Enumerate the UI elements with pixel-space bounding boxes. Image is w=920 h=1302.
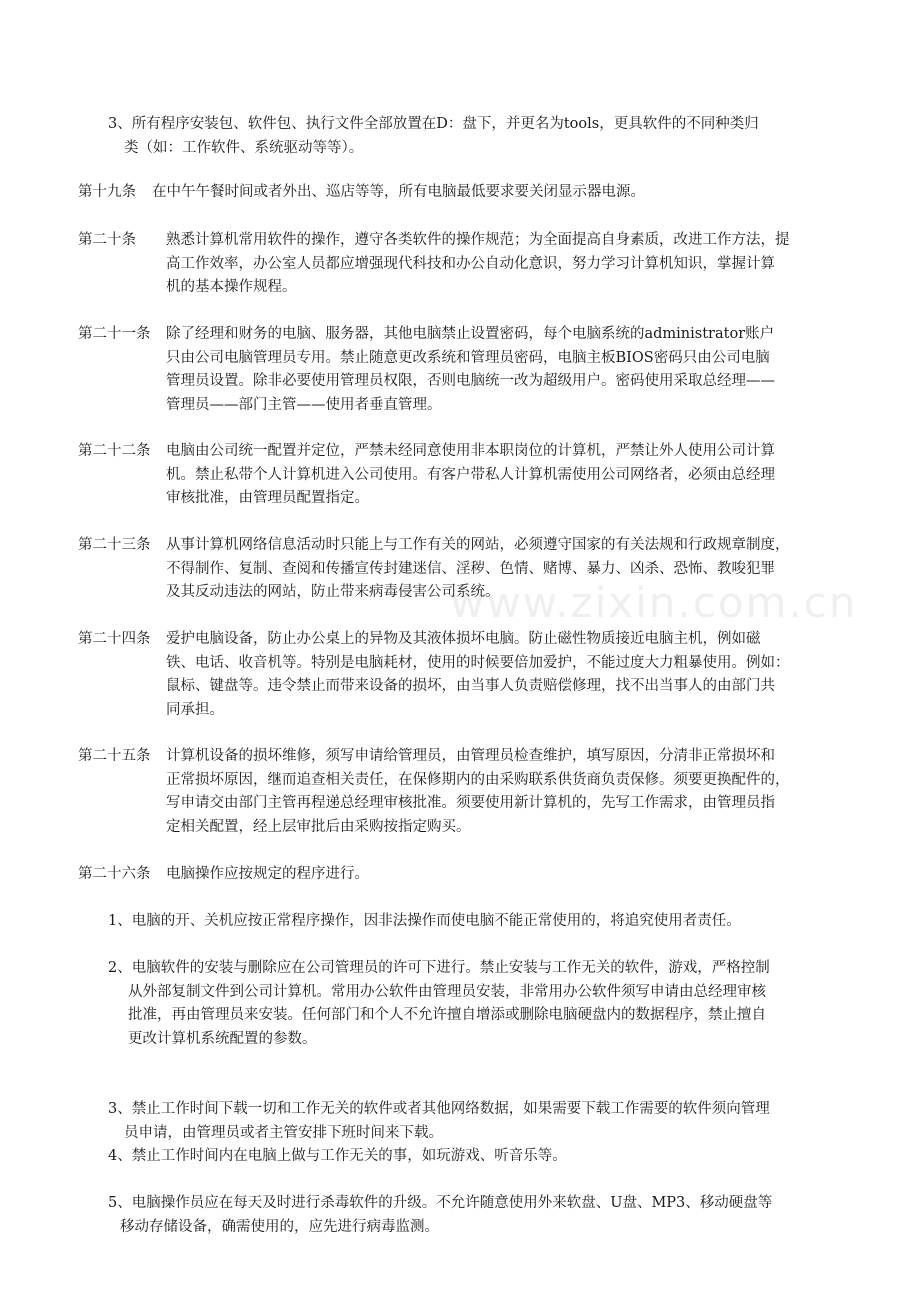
article-label: 第十九条 xyxy=(78,184,136,200)
list-item-line: 1、电脑的开、关机应按正常程序操作，因非法操作而使电脑不能正常使用的，将追究使用者责任。 xyxy=(108,913,741,929)
article-text-line: 正常损坏原因，继而追查相关责任，在保修期内的由采购联系供货商负责保修。须要更换配件的， xyxy=(166,771,790,788)
list-item-line: 移动存储设备，确需使用的，应先进行病毒监测。 xyxy=(120,1218,439,1235)
article-text-line: 同承担。 xyxy=(166,701,224,718)
article-text-line: 管理员——部门主管——使用者垂直管理。 xyxy=(166,396,442,413)
list-item-line: 更改计算机系统配置的参数。 xyxy=(128,1030,317,1047)
article-label: 第二十三条 xyxy=(78,537,151,553)
list-item-line: 3、禁止工作时间下载一切和工作无关的软件或者其他网络数据，如果需要下载工作需要的软件须向管理 xyxy=(108,1101,770,1117)
article-text-line: 电脑操作应按规定的程序进行。 xyxy=(166,866,369,882)
article-text-line: 除了经理和财务的电脑、服务器，其他电脑禁止设置密码，每个电脑系统的administrator账户 xyxy=(166,326,775,342)
article-label: 第二十四条 xyxy=(78,631,151,647)
article-text-line: 高工作效率，办公室人员都应增强现代科技和办公自动化意识，努力学习计算机知识，掌握计算 xyxy=(166,255,775,272)
list-item-line: 类（如：工作软件、系统驱动等等）。 xyxy=(124,139,364,156)
article-label: 第二十一条 xyxy=(78,326,151,342)
article-text-line: 管理员设置。除非必要使用管理员权限，否则电脑统一改为超级用户。密码使用采取总经理—— xyxy=(166,373,775,389)
article-text-line: 及其反动违法的网站，防止带来病毒侵害公司系统。 xyxy=(166,584,500,600)
watermark: www.zixin.com.cn xyxy=(450,578,858,627)
list-item-line: 2、电脑软件的安装与删除应在公司管理员的许可下进行。禁止安装与工作无关的软件，游戏，严格控制 xyxy=(108,960,770,976)
article-text-line: 爱护电脑设备，防止办公桌上的异物及其液体损坏电脑。防止磁性物质接近电脑主机，例如磁 xyxy=(166,631,761,647)
article-text-line: 不得制作、复制、查阅和传播宣传封建迷信、淫秽、色情、赌博、暴力、凶杀、恐怖、教唆犯罪 xyxy=(166,560,775,577)
list-item-line: 从外部复制文件到公司计算机。常用办公软件由管理员安装，非常用办公软件须写申请由总经理审核 xyxy=(128,983,766,1000)
article-text-line: 审核批准，由管理员配置指定。 xyxy=(166,490,369,506)
list-item-line: 4、禁止工作时间内在电脑上做与工作无关的事，如玩游戏、听音乐等。 xyxy=(108,1148,567,1164)
article-text-line: 机的基本操作规程。 xyxy=(166,279,297,295)
article-text-line: 熟悉计算机常用软件的操作，遵守各类软件的操作规范；为全面提高自身素质，改进工作方法，提 xyxy=(166,232,790,248)
article-text-line: 电脑由公司统一配置并定位，严禁未经同意使用非本职岗位的计算机，严禁让外人使用公司计算 xyxy=(166,443,775,459)
article-text-line: 在中午午餐时间或者外出、巡店等等，所有电脑最低要求要关闭显示器电源。 xyxy=(152,184,645,200)
article-label: 第二十五条 xyxy=(78,748,151,764)
article-text-line: 鼠标、键盘等。违令禁止而带来设备的损坏，由当事人负责赔偿修理，找不出当事人的由部门共 xyxy=(166,678,775,694)
list-item-line: 员申请，由管理员或者主管安排下班时间来下载。 xyxy=(124,1124,443,1141)
article-text-line: 铁、电话、收音机等。特别是电脑耗材，使用的时候要倍加爱护，不能过度大力粗暴使用。例如： xyxy=(166,654,790,671)
article-text-line: 定相关配置，经上层审批后由采购按指定购买。 xyxy=(166,818,471,835)
article-text-line: 只由公司电脑管理员专用。禁止随意更改系统和管理员密码，电脑主板BIOS密码只由公司电脑 xyxy=(166,349,770,366)
list-item-line: 3、所有程序安装包、软件包、执行文件全部放置在D：盘下，并更名为tools，更具软件的不同种类归 xyxy=(108,116,759,132)
list-item-line: 5、电脑操作员应在每天及时进行杀毒软件的升级。不允许随意使用外来软盘、U盘、MP3、移动硬盘等 xyxy=(108,1195,773,1211)
article-label: 第二十条 xyxy=(78,232,136,248)
article-text-line: 机。禁止私带个人计算机进入公司使用。有客户带私人计算机需使用公司网络者，必须由总经理 xyxy=(166,466,775,483)
article-text-line: 计算机设备的损坏维修，须写申请给管理员，由管理员检查维护，填写原因，分清非正常损坏和 xyxy=(166,748,775,764)
article-label: 第二十二条 xyxy=(78,443,151,459)
article-text-line: 从事计算机网络信息活动时只能上与工作有关的网站，必须遵守国家的有关法规和行政规章制度， xyxy=(166,537,790,553)
article-label: 第二十六条 xyxy=(78,866,151,882)
article-text-line: 写申请交由部门主管再程递总经理审核批准。须要使用新计算机的，先写工作需求，由管理员指 xyxy=(166,795,775,811)
list-item-line: 批准，再由管理员来安装。任何部门和个人不允许擅自增添或删除电脑硬盘内的数据程序，禁止擅自 xyxy=(128,1007,766,1023)
